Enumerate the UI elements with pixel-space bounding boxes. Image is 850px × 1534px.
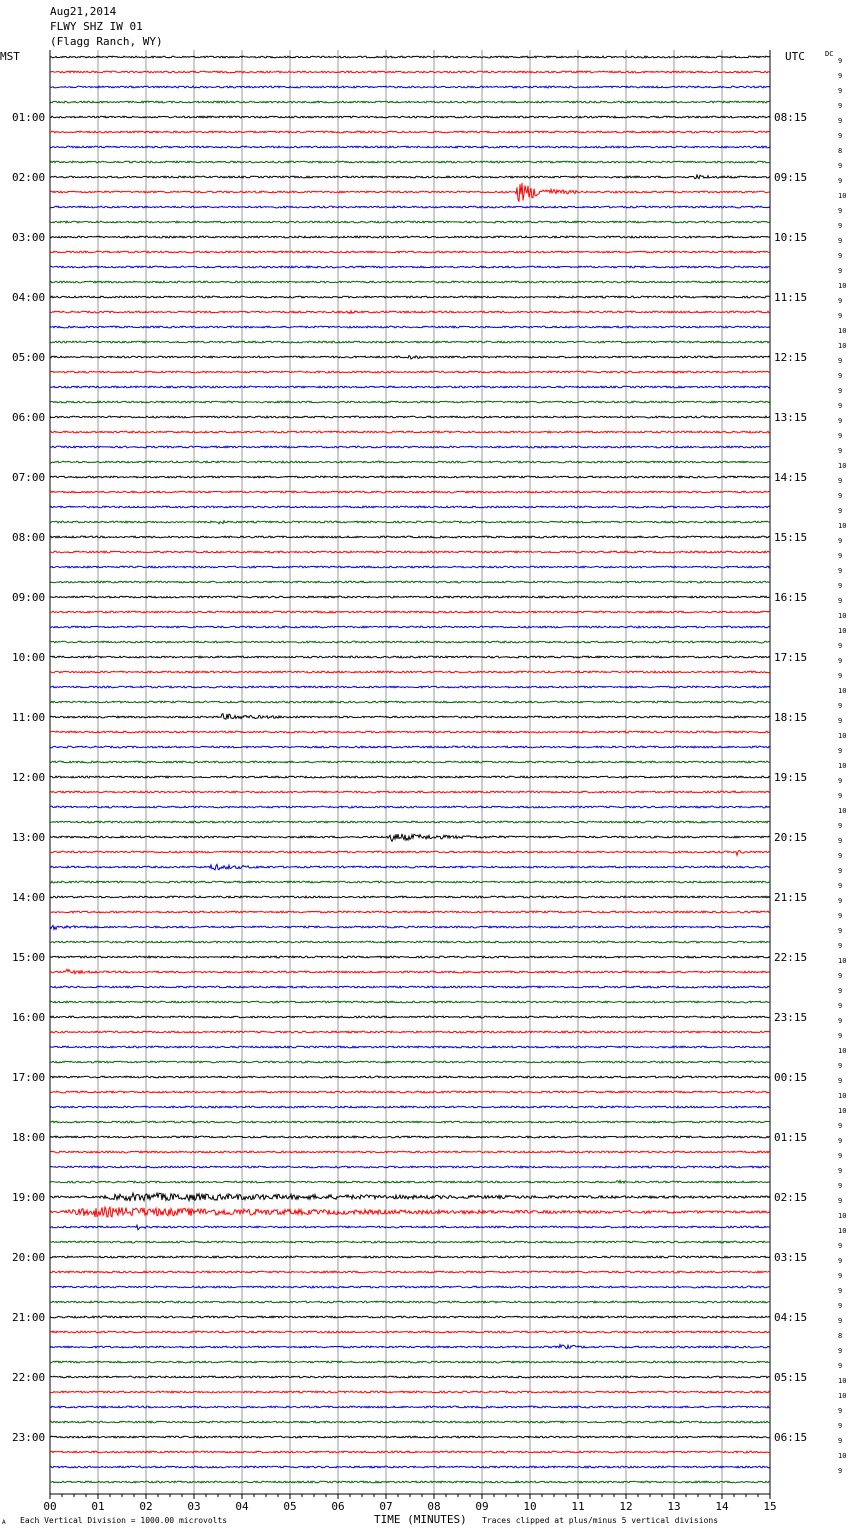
trace-row-26 <box>50 446 770 448</box>
trace-row-30 <box>50 506 770 508</box>
trace-row-87 <box>50 1361 770 1363</box>
trace-row-55 <box>50 881 770 883</box>
dc-value: 9 <box>838 432 843 440</box>
left-hour-label: 20:00 <box>12 1251 46 1264</box>
dc-value: 9 <box>838 372 843 380</box>
trace-row-35 <box>50 581 770 583</box>
trace-row-34 <box>50 566 770 568</box>
dc-value: 9 <box>838 237 843 245</box>
dc-value: 9 <box>838 132 843 140</box>
dc-value: 9 <box>838 1317 843 1325</box>
trace-row-46 <box>50 746 770 748</box>
trace-row-25 <box>50 431 770 433</box>
left-hour-label: 05:00 <box>12 351 46 364</box>
x-tick-label: 12 <box>619 1500 633 1513</box>
dc-value: 9 <box>838 1437 843 1445</box>
dc-value: 9 <box>838 1077 843 1085</box>
dc-value: 10 <box>838 1377 847 1385</box>
dc-value: 9 <box>838 942 843 950</box>
dc-value: 10 <box>838 1092 847 1100</box>
date-label: Aug21,2014 <box>50 5 117 18</box>
right-hour-label: 05:15 <box>774 1371 808 1384</box>
left-hour-label: 08:00 <box>12 531 46 544</box>
trace-row-42 <box>50 686 770 688</box>
trace-row-63 <box>50 1001 770 1003</box>
right-hour-label: 09:15 <box>774 171 808 184</box>
trace-row-73 <box>50 1151 770 1153</box>
trace-row-84 <box>50 1316 770 1318</box>
trace-row-56 <box>50 896 770 898</box>
dc-value: 9 <box>838 927 843 935</box>
dc-value: 10 <box>838 762 847 770</box>
dc-value: 9 <box>838 1302 843 1310</box>
right-hour-label: 03:15 <box>774 1251 808 1264</box>
right-hour-label: 14:15 <box>774 471 808 484</box>
dc-value: 9 <box>838 402 843 410</box>
trace-row-57 <box>50 911 770 913</box>
seismic-traces <box>50 56 770 1483</box>
dc-value: 9 <box>838 597 843 605</box>
dc-value: 9 <box>838 72 843 80</box>
trace-row-79 <box>50 1241 770 1243</box>
right-hour-label: 00:15 <box>774 1071 808 1084</box>
dc-value: 10 <box>838 282 847 290</box>
trace-row-54 <box>50 864 770 870</box>
left-hour-label: 18:00 <box>12 1131 46 1144</box>
trace-row-86 <box>50 1345 770 1349</box>
trace-row-58 <box>50 925 770 929</box>
left-hour-label: 07:00 <box>12 471 46 484</box>
dc-value: 9 <box>838 207 843 215</box>
trace-row-62 <box>50 986 770 988</box>
dc-value: 9 <box>838 57 843 65</box>
trace-row-71 <box>50 1121 770 1123</box>
left-hour-label: 02:00 <box>12 171 46 184</box>
trace-row-69 <box>50 1091 770 1093</box>
dc-values-column <box>838 57 846 1475</box>
trace-row-93 <box>50 1451 770 1453</box>
x-tick-label: 09 <box>475 1500 489 1513</box>
dc-value: 10 <box>838 1107 847 1115</box>
right-hour-label: 04:15 <box>774 1311 808 1324</box>
dc-value: 9 <box>838 972 843 980</box>
dc-value: 9 <box>838 1152 843 1160</box>
trace-row-6 <box>50 146 770 148</box>
dc-value: 9 <box>838 267 843 275</box>
left-hour-label: 13:00 <box>12 831 46 844</box>
right-hour-label: 18:15 <box>774 711 808 724</box>
dc-value: 9 <box>838 492 843 500</box>
dc-value: 9 <box>838 417 843 425</box>
right-hour-label: 19:15 <box>774 771 808 784</box>
dc-value: 9 <box>838 702 843 710</box>
trace-row-2 <box>50 86 770 88</box>
dc-value: 9 <box>838 1257 843 1265</box>
dc-value: 9 <box>838 1137 843 1145</box>
trace-row-51 <box>50 821 770 823</box>
x-tick-label: 06 <box>331 1500 345 1513</box>
dc-value: 9 <box>838 447 843 455</box>
right-timezone-label: UTC <box>785 50 805 63</box>
trace-row-36 <box>50 596 770 598</box>
header <box>0 5 833 63</box>
dc-value: 10 <box>838 1452 847 1460</box>
left-hour-label: 19:00 <box>12 1191 46 1204</box>
trace-row-61 <box>50 969 770 973</box>
trace-row-95 <box>50 1481 770 1483</box>
trace-row-83 <box>50 1301 770 1303</box>
trace-row-44 <box>50 714 770 719</box>
x-tick-label: 10 <box>523 1500 537 1513</box>
dc-value: 9 <box>838 1422 843 1430</box>
dc-value: 9 <box>838 717 843 725</box>
scale-note: Each Vertical Division = 1000.00 microvolts <box>20 1516 228 1525</box>
dc-value: 9 <box>838 312 843 320</box>
dc-value: 9 <box>838 822 843 830</box>
x-tick-label: 02 <box>139 1500 153 1513</box>
trace-row-10 <box>50 206 770 208</box>
dc-value: 9 <box>838 1182 843 1190</box>
dc-value: 9 <box>838 912 843 920</box>
clip-note: Traces clipped at plus/minus 5 vertical divisions <box>482 1516 719 1525</box>
dc-value: 9 <box>838 1242 843 1250</box>
trace-row-24 <box>50 416 770 418</box>
dc-value: 9 <box>838 117 843 125</box>
x-axis-title: TIME (MINUTES) <box>374 1513 467 1526</box>
x-tick-label: 00 <box>43 1500 57 1513</box>
right-hour-label: 08:15 <box>774 111 808 124</box>
right-hour-labels <box>774 111 807 1444</box>
trace-row-88 <box>50 1376 770 1378</box>
trace-row-94 <box>50 1466 770 1468</box>
trace-row-23 <box>50 401 770 403</box>
dc-value: 9 <box>838 1287 843 1295</box>
right-hour-label: 13:15 <box>774 411 808 424</box>
trace-row-37 <box>50 611 770 613</box>
trace-row-8 <box>50 175 770 179</box>
trace-row-40 <box>50 656 770 658</box>
x-tick-label: 03 <box>187 1500 201 1513</box>
dc-value: 9 <box>838 1362 843 1370</box>
right-hour-label: 06:15 <box>774 1431 808 1444</box>
dc-value: 9 <box>838 882 843 890</box>
right-hour-label: 10:15 <box>774 231 808 244</box>
x-tick-label: 15 <box>763 1500 777 1513</box>
trace-row-29 <box>50 491 770 493</box>
right-hour-label: 15:15 <box>774 531 808 544</box>
trace-row-27 <box>50 461 770 463</box>
right-hour-label: 16:15 <box>774 591 808 604</box>
dc-value: 10 <box>838 327 847 335</box>
trace-row-52 <box>50 834 770 841</box>
trace-row-11 <box>50 221 770 223</box>
dc-value: 10 <box>838 627 847 635</box>
left-hour-label: 12:00 <box>12 771 46 784</box>
right-hour-label: 22:15 <box>774 951 808 964</box>
trace-row-18 <box>50 326 770 328</box>
x-tick-label: 01 <box>91 1500 105 1513</box>
station-label: FLWY SHZ IW 01 <box>50 20 143 33</box>
trace-row-3 <box>50 101 770 103</box>
dc-value: 10 <box>838 462 847 470</box>
dc-value: 9 <box>838 507 843 515</box>
dc-value: 10 <box>838 687 847 695</box>
right-hour-label: 02:15 <box>774 1191 808 1204</box>
dc-value: 9 <box>838 792 843 800</box>
trace-row-92 <box>50 1436 770 1438</box>
dc-value: 10 <box>838 1227 847 1235</box>
x-tick-label: 14 <box>715 1500 729 1513</box>
dc-value: 9 <box>838 747 843 755</box>
dc-value: 9 <box>838 1467 843 1475</box>
x-axis <box>43 1494 776 1513</box>
right-hour-label: 17:15 <box>774 651 808 664</box>
dc-value: 9 <box>838 177 843 185</box>
trace-row-41 <box>50 671 770 673</box>
dc-value: 9 <box>838 1017 843 1025</box>
trace-row-43 <box>50 701 770 703</box>
left-hour-label: 09:00 <box>12 591 46 604</box>
trace-row-14 <box>50 266 770 268</box>
trace-row-75 <box>50 1180 770 1183</box>
dc-value: 10 <box>838 1212 847 1220</box>
trace-row-77 <box>50 1207 770 1217</box>
dc-value: 9 <box>838 222 843 230</box>
left-hour-label: 01:00 <box>12 111 46 124</box>
dc-label: DC <box>825 50 834 58</box>
dc-value: 10 <box>838 522 847 530</box>
right-hour-label: 23:15 <box>774 1011 808 1024</box>
dc-value: 9 <box>838 537 843 545</box>
trace-row-85 <box>50 1331 770 1333</box>
dc-value: 9 <box>838 297 843 305</box>
trace-row-13 <box>50 251 770 253</box>
dc-value: 10 <box>838 732 847 740</box>
trace-row-28 <box>50 476 770 478</box>
trace-row-38 <box>50 626 770 628</box>
trace-row-64 <box>50 1016 770 1018</box>
dc-value: 9 <box>838 1197 843 1205</box>
x-tick-label: 05 <box>283 1500 297 1513</box>
x-tick-label: 07 <box>379 1500 393 1513</box>
trace-row-33 <box>50 551 770 553</box>
trace-row-1 <box>50 71 770 73</box>
right-hour-label: 21:15 <box>774 891 808 904</box>
left-hour-label: 16:00 <box>12 1011 46 1024</box>
footer <box>2 1513 718 1526</box>
dc-value: 9 <box>838 672 843 680</box>
dc-value: 10 <box>838 807 847 815</box>
trace-row-74 <box>50 1166 770 1168</box>
dc-value: 9 <box>838 852 843 860</box>
trace-row-53 <box>50 851 770 856</box>
trace-row-89 <box>50 1391 770 1393</box>
dc-value: 9 <box>838 162 843 170</box>
dc-value: 9 <box>838 837 843 845</box>
dc-value: 9 <box>838 777 843 785</box>
dc-value: 10 <box>838 957 847 965</box>
dc-value: 9 <box>838 1122 843 1130</box>
trace-row-78 <box>50 1225 770 1230</box>
trace-row-7 <box>50 161 770 163</box>
trace-row-47 <box>50 761 770 763</box>
dc-value: 9 <box>838 1032 843 1040</box>
dc-value: 10 <box>838 192 847 200</box>
dc-value: 9 <box>838 1407 843 1415</box>
location-label: (Flagg Ranch, WY) <box>50 35 163 48</box>
trace-row-9 <box>50 183 770 202</box>
dc-value: 9 <box>838 552 843 560</box>
left-hour-label: 06:00 <box>12 411 46 424</box>
trace-row-67 <box>50 1061 770 1063</box>
dc-value: 9 <box>838 1062 843 1070</box>
trace-row-66 <box>50 1046 770 1048</box>
trace-row-68 <box>50 1076 770 1078</box>
trace-row-48 <box>50 776 770 778</box>
left-hour-label: 14:00 <box>12 891 46 904</box>
trace-row-0 <box>50 56 770 58</box>
trace-row-50 <box>50 806 770 808</box>
left-hour-label: 22:00 <box>12 1371 46 1384</box>
dc-value: 9 <box>838 1272 843 1280</box>
x-tick-label: 13 <box>667 1500 681 1513</box>
left-hour-label: 17:00 <box>12 1071 46 1084</box>
trace-row-32 <box>50 536 770 538</box>
left-hour-label: 15:00 <box>12 951 46 964</box>
dc-value: 9 <box>838 657 843 665</box>
left-hour-label: 10:00 <box>12 651 46 664</box>
dc-value: 10 <box>838 342 847 350</box>
trace-row-91 <box>50 1421 770 1423</box>
trace-row-45 <box>50 731 770 733</box>
trace-row-70 <box>50 1106 770 1108</box>
dc-value: 9 <box>838 477 843 485</box>
dc-value: 8 <box>838 147 843 155</box>
trace-row-82 <box>50 1286 770 1288</box>
dc-value: 9 <box>838 1347 843 1355</box>
trace-row-4 <box>50 116 770 118</box>
dc-value: 10 <box>838 1047 847 1055</box>
left-hour-label: 21:00 <box>12 1311 46 1324</box>
left-hour-label: 03:00 <box>12 231 46 244</box>
trace-row-49 <box>50 791 770 793</box>
left-timezone-label: MST <box>0 50 20 63</box>
dc-value: 8 <box>838 1332 843 1340</box>
dc-value: 9 <box>838 987 843 995</box>
dc-value: 9 <box>838 642 843 650</box>
trace-row-19 <box>50 341 770 343</box>
dc-value: 9 <box>838 867 843 875</box>
trace-row-59 <box>50 941 770 943</box>
trace-row-31 <box>50 521 770 524</box>
trace-row-5 <box>50 131 770 133</box>
dc-value: 9 <box>838 1167 843 1175</box>
dc-value: 9 <box>838 567 843 575</box>
left-hour-label: 11:00 <box>12 711 46 724</box>
corner-mark: A <box>2 1519 6 1526</box>
left-hour-labels <box>12 111 45 1444</box>
trace-row-90 <box>50 1406 770 1408</box>
dc-value: 10 <box>838 1392 847 1400</box>
trace-row-39 <box>50 641 770 643</box>
left-hour-label: 04:00 <box>12 291 46 304</box>
left-hour-label: 23:00 <box>12 1431 46 1444</box>
dc-value: 10 <box>838 612 847 620</box>
x-tick-label: 08 <box>427 1500 441 1513</box>
trace-row-65 <box>50 1031 770 1033</box>
right-hour-label: 01:15 <box>774 1131 808 1144</box>
trace-row-20 <box>50 356 770 359</box>
dc-value: 9 <box>838 1002 843 1010</box>
dc-value: 9 <box>838 87 843 95</box>
trace-row-12 <box>50 236 770 238</box>
trace-row-80 <box>50 1256 770 1258</box>
trace-row-76 <box>50 1193 770 1201</box>
trace-row-17 <box>50 311 770 314</box>
dc-value: 9 <box>838 582 843 590</box>
x-tick-label: 04 <box>235 1500 249 1513</box>
dc-value: 9 <box>838 387 843 395</box>
trace-row-81 <box>50 1271 770 1273</box>
trace-row-60 <box>50 956 770 958</box>
dc-value: 9 <box>838 897 843 905</box>
dc-value: 9 <box>838 357 843 365</box>
right-hour-label: 20:15 <box>774 831 808 844</box>
dc-value: 9 <box>838 102 843 110</box>
trace-row-22 <box>50 386 770 388</box>
right-hour-label: 11:15 <box>774 291 808 304</box>
trace-row-72 <box>50 1136 770 1138</box>
trace-row-15 <box>50 281 770 283</box>
trace-row-16 <box>50 296 770 298</box>
dc-value: 9 <box>838 252 843 260</box>
x-tick-label: 11 <box>571 1500 585 1513</box>
right-hour-label: 12:15 <box>774 351 808 364</box>
trace-row-21 <box>50 371 770 373</box>
